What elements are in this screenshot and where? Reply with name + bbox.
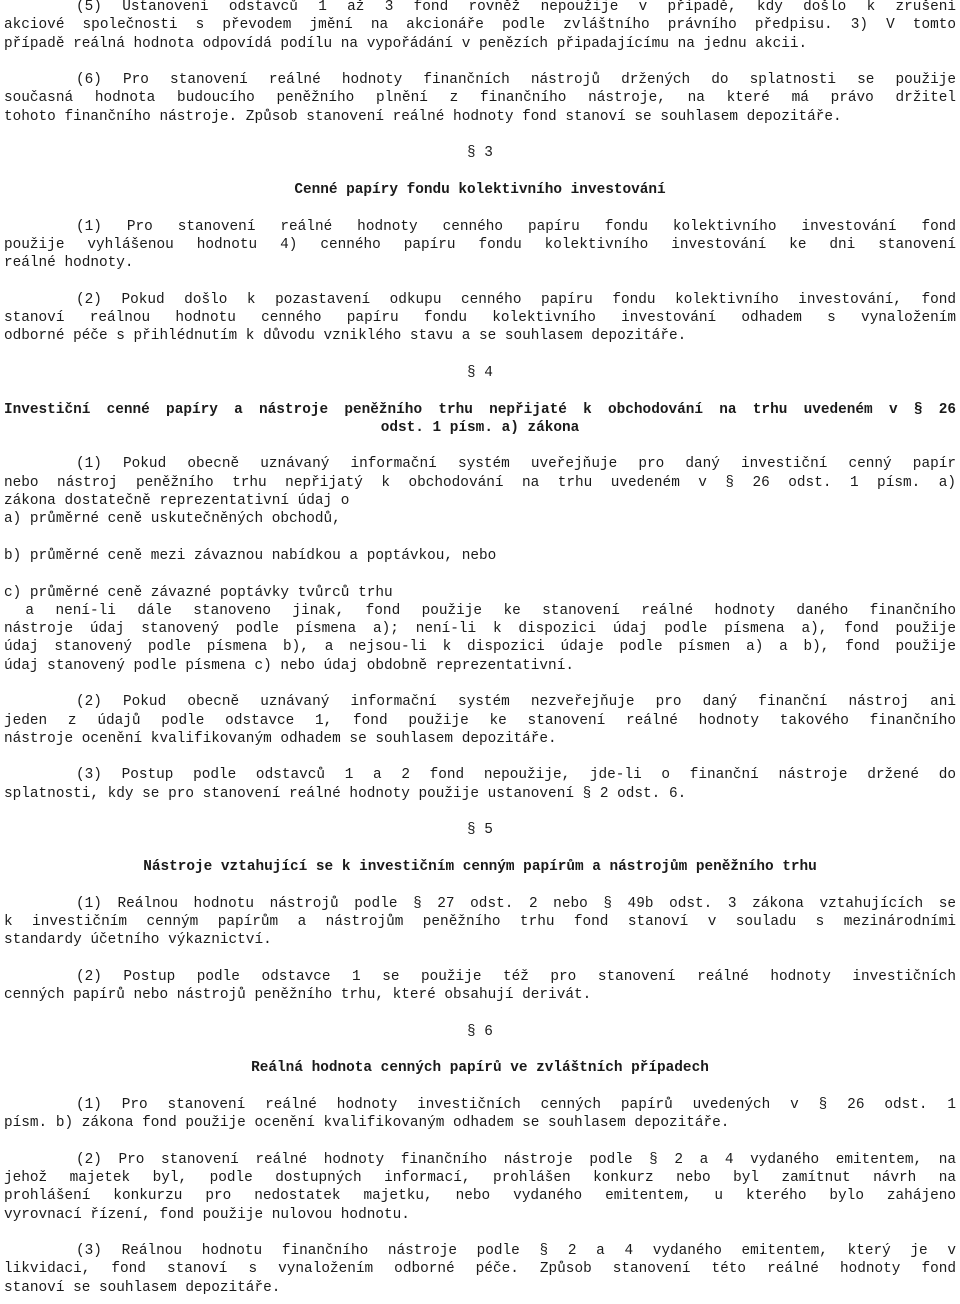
- text-line: (3) Reálnou hodnotu finančního nástroje podle § 2 a 4 vydaného emitentem, který je v: [76, 1243, 956, 1260]
- text-line: (2) Postup podle odstavce 1 se použije též pro stanovení reálné hodnoty investičních: [76, 968, 956, 985]
- list-item-c: c) průměrné ceně závazné poptávky tvůrců trhu: [4, 584, 393, 601]
- text-line: vyrovnací řízení, fond použije nulovou hodnotu.: [4, 1206, 410, 1223]
- paragraph-sec5-1: [4, 895, 956, 950]
- text-line: (6) Pro stanovení reálné hodnoty finančních nástrojů držených do splatnosti se použije: [76, 72, 956, 89]
- paragraph-sec3-2: [4, 291, 956, 346]
- text-line: prohlášení konkurzu pro nedostatek majetku, nebo vydaného emitentem, u kterého bylo zahájeno: [4, 1188, 956, 1205]
- text-line: a není-li dále stanoveno jinak, fond použije ke stanovení reálné hodnoty daného finančního: [4, 602, 956, 619]
- section-number: § 5: [467, 822, 493, 839]
- text-line: zákona dostatečně reprezentativní údaj o: [4, 493, 350, 510]
- text-line: (3) Postup podle odstavců 1 a 2 fond nepoužije, jde-li o finanční nástroje držené do: [76, 767, 956, 784]
- list-item-b: b) průměrné ceně mezi závaznou nabídkou a poptávkou, nebo: [4, 547, 497, 564]
- section-title: Reálná hodnota cenných papírů ve zvláštních případech: [251, 1060, 709, 1077]
- text-line: písm. b) zákona fond použije ocenění kvalifikovaným odhadem se souhlasem depozitáře.: [4, 1115, 730, 1132]
- text-line: nebo nástroj peněžního trhu nepřijatý k obchodování na trhu uvedeném v § 26 odst. 1 písm. a): [4, 474, 956, 491]
- section-title: Cenné papíry fondu kolektivního investování: [294, 181, 666, 198]
- text-line: použije vyhlášenou hodnotu 4) cenného papíru fondu kolektivního investování ke dni stanovení: [4, 236, 956, 253]
- text-line: akciové společnosti s převodem jmění na akcionáře podle zvláštního právního předpisu. 3) V tomto: [4, 17, 956, 34]
- text-line: (1) Pro stanovení reálné hodnoty cenného papíru fondu kolektivního investování fond: [76, 218, 956, 235]
- text-line: standardy účetního výkaznictví.: [4, 932, 272, 949]
- section-title: Investiční cenné papíry a nástroje peněžního trhu nepřijaté k obchodování na trhu uvedeném v § 26: [4, 401, 956, 418]
- paragraph-sec5-2: [4, 968, 956, 1005]
- text-line: (2) Pokud došlo k pozastavení odkupu cenného papíru fondu kolektivního investování, fond: [76, 291, 956, 308]
- text-line: jeden z údajů podle odstavce 1, fond použije ke stanovení reálné hodnoty takového finančního: [4, 712, 956, 729]
- text-line: (2) Pokud obecně uznávaný informační systém nezveřejňuje pro daný finanční nástroj ani: [76, 694, 956, 711]
- text-line: (1) Pro stanovení reálné hodnoty investičních cenných papírů uvedených v § 26 odst. 1: [76, 1096, 956, 1113]
- section-title: Nástroje vztahující se k investičním cenným papírům a nástrojům peněžního trhu: [143, 858, 817, 875]
- paragraph-sec6-3: [4, 1242, 956, 1297]
- text-line: stanoví se souhlasem depozitáře.: [4, 1279, 281, 1296]
- paragraph-intro-6: [4, 71, 956, 126]
- paragraph-sec6-2: [4, 1151, 956, 1224]
- text-line: případě reálná hodnota odpovídá podílu na vypořádání v penězích připadajícímu na jednu akcii.: [4, 35, 808, 52]
- paragraph-sec3-1: [4, 218, 956, 273]
- text-line: (1) Reálnou hodnotu nástrojů podle § 27 odst. 2 nebo § 49b odst. 3 zákona vztahujících se: [76, 895, 956, 912]
- text-line: jehož majetek byl, podle dostupných informací, prohlášen konkurz nebo byl zamítnut návrh na: [4, 1170, 956, 1186]
- text-line: nástroje ocenění kvalifikovaným odhadem se souhlasem depozitáře.: [4, 730, 557, 747]
- text-line: k investičním cenným papírům a nástrojům peněžního trhu fond stanoví v souladu s mezinárodními: [4, 913, 956, 930]
- paragraph-sec4-2: [4, 693, 956, 748]
- paragraph-sec6-1: [4, 1096, 956, 1133]
- section-title-cont: odst. 1 písm. a) zákona: [380, 419, 580, 436]
- paragraph-intro-5: [4, 0, 956, 53]
- text-line: tohoto finančního nástroje. Způsob stanovení reálné hodnoty fond stanoví se souhlasem depozitáře.: [4, 108, 842, 125]
- text-line: (5) Ustanovení odstavců 1 až 3 fond rovněž nepoužije v případě, kdy došlo k zrušení: [76, 0, 956, 15]
- text-line: splatnosti, kdy se pro stanovení reálné hodnoty použije ustanovení § 2 odst. 6.: [4, 785, 687, 802]
- section-number: § 3: [467, 145, 493, 162]
- document-page: [4, 0, 956, 1297]
- text-line: současná hodnota budoucího peněžního plnění z finančního nástroje, na které má právo držitel: [4, 90, 956, 107]
- text-line: údaj stanovený podle písmena c) nebo údaj obdobně reprezentativní.: [4, 657, 574, 674]
- text-line: údaj stanovený podle písmena b), a nejsou-li k dispozici údaje podle písmen a) a b), fond použije: [4, 639, 956, 656]
- section-number: § 4: [467, 364, 493, 381]
- text-line: reálné hodnoty.: [4, 255, 134, 272]
- text-line: likvidaci, fond stanoví s vynaložením odborné péče. Způsob stanovení této reálné hodnoty fond: [4, 1261, 956, 1278]
- text-line: nástroje údaj stanovený podle písmena a); není-li k dispozici údaj podle písmena a), fond použije: [4, 621, 956, 638]
- paragraph-sec4-3: [4, 766, 956, 803]
- text-line: stanoví reálnou hodnotu cenného papíru fondu kolektivního investování odhadem s vynaložením: [4, 310, 956, 327]
- list-item-a: a) průměrné ceně uskutečněných obchodů,: [4, 511, 341, 528]
- text-line: (2) Pro stanovení reálné hodnoty finančního nástroje podle § 2 a 4 vydaného emitentem, na: [76, 1151, 956, 1168]
- text-line: cenných papírů nebo nástrojů peněžního trhu, které obsahují derivát.: [4, 987, 592, 1004]
- section-number: § 6: [467, 1023, 493, 1040]
- text-line: (1) Pokud obecně uznávaný informační systém uveřejňuje pro daný investiční cenný papír: [76, 456, 956, 473]
- text-line: odborné péče s přihlédnutím k důvodu vzniklého stavu a se souhlasem depozitáře.: [4, 328, 687, 345]
- paragraph-sec4-1: [4, 455, 956, 675]
